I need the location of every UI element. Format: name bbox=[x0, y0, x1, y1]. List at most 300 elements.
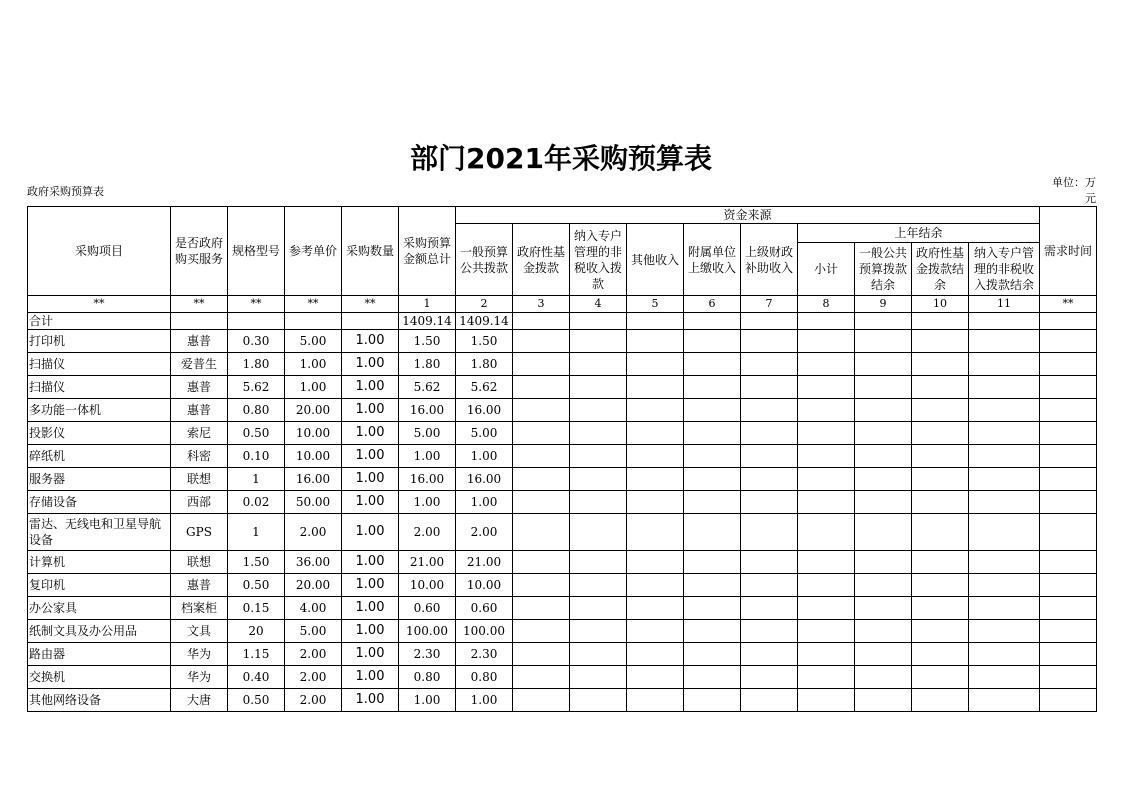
item-spec: 0.80 bbox=[228, 399, 285, 422]
empty-cell bbox=[684, 597, 741, 620]
column-number: 6 bbox=[684, 296, 741, 313]
empty-cell bbox=[627, 468, 684, 491]
item-quantity: 1.00 bbox=[342, 468, 399, 491]
empty-cell bbox=[741, 445, 798, 468]
empty-cell bbox=[627, 313, 684, 330]
item-total: 0.80 bbox=[399, 666, 456, 689]
empty-cell bbox=[798, 689, 855, 712]
item-name: 复印机 bbox=[28, 574, 171, 597]
empty-cell bbox=[969, 620, 1040, 643]
column-number: ** bbox=[171, 296, 228, 313]
empty-cell bbox=[627, 399, 684, 422]
header-superior-subsidy: 上级财政补助收入 bbox=[741, 224, 798, 296]
empty-cell bbox=[1040, 353, 1097, 376]
item-quantity: 1.00 bbox=[342, 597, 399, 620]
empty-cell bbox=[855, 643, 912, 666]
empty-cell bbox=[798, 399, 855, 422]
item-general-public: 0.80 bbox=[456, 666, 513, 689]
empty-cell bbox=[684, 689, 741, 712]
empty-cell bbox=[969, 597, 1040, 620]
empty-cell bbox=[684, 376, 741, 399]
header-total: 采购预算金额总计 bbox=[399, 207, 456, 296]
empty-cell bbox=[513, 620, 570, 643]
header-other-income: 其他收入 bbox=[627, 224, 684, 296]
item-name: 扫描仪 bbox=[28, 353, 171, 376]
table-row bbox=[28, 551, 1097, 574]
empty-cell bbox=[1040, 597, 1097, 620]
empty-cell bbox=[1040, 376, 1097, 399]
table-row bbox=[28, 689, 1097, 712]
item-quantity: 1.00 bbox=[342, 376, 399, 399]
item-name: 多功能一体机 bbox=[28, 399, 171, 422]
empty-cell bbox=[741, 422, 798, 445]
empty-cell bbox=[1040, 468, 1097, 491]
empty-cell bbox=[684, 422, 741, 445]
empty-cell bbox=[912, 689, 969, 712]
item-spec: 5.62 bbox=[228, 376, 285, 399]
column-number: 4 bbox=[570, 296, 627, 313]
empty-cell bbox=[627, 445, 684, 468]
header-general-public: 一般预算公共拨款 bbox=[456, 224, 513, 296]
empty-cell bbox=[741, 643, 798, 666]
header-gov-fund: 政府性基金拨款 bbox=[513, 224, 570, 296]
empty-cell bbox=[969, 399, 1040, 422]
item-service: 惠普 bbox=[171, 574, 228, 597]
item-quantity: 1.00 bbox=[342, 643, 399, 666]
empty-cell bbox=[684, 445, 741, 468]
item-name: 打印机 bbox=[28, 330, 171, 353]
header-row-1 bbox=[28, 207, 1097, 224]
column-number: 2 bbox=[456, 296, 513, 313]
empty-cell bbox=[912, 491, 969, 514]
empty-cell bbox=[513, 597, 570, 620]
empty-cell bbox=[570, 574, 627, 597]
empty-cell bbox=[855, 689, 912, 712]
empty-cell bbox=[912, 376, 969, 399]
item-quantity: 1.00 bbox=[342, 330, 399, 353]
column-number: 9 bbox=[855, 296, 912, 313]
item-price: 1.00 bbox=[285, 353, 342, 376]
empty-cell bbox=[627, 514, 684, 551]
empty-cell bbox=[741, 597, 798, 620]
header-non-tax-balance: 纳入专户管理的非税收入拨款结余 bbox=[969, 243, 1040, 296]
header-quantity: 采购数量 bbox=[342, 207, 399, 296]
table-row bbox=[28, 620, 1097, 643]
empty-cell bbox=[513, 491, 570, 514]
table-row bbox=[28, 468, 1097, 491]
empty-cell bbox=[513, 353, 570, 376]
empty-cell bbox=[969, 468, 1040, 491]
item-price: 5.00 bbox=[285, 330, 342, 353]
empty-cell bbox=[969, 353, 1040, 376]
empty-cell bbox=[513, 574, 570, 597]
item-service: GPS bbox=[171, 514, 228, 551]
table-header bbox=[28, 207, 1097, 313]
empty-cell bbox=[570, 620, 627, 643]
item-quantity: 1.00 bbox=[342, 399, 399, 422]
empty-cell bbox=[684, 353, 741, 376]
empty-cell bbox=[912, 422, 969, 445]
empty-cell bbox=[969, 330, 1040, 353]
total-amount: 1409.14 bbox=[399, 313, 456, 330]
table-row bbox=[28, 514, 1097, 551]
empty-cell bbox=[684, 491, 741, 514]
header-gov-fund-balance: 政府性基金拨款结余 bbox=[912, 243, 969, 296]
empty-cell bbox=[570, 551, 627, 574]
column-number: ** bbox=[285, 296, 342, 313]
item-price: 2.00 bbox=[285, 666, 342, 689]
item-total: 1.00 bbox=[399, 445, 456, 468]
item-price: 20.00 bbox=[285, 399, 342, 422]
empty-cell bbox=[570, 514, 627, 551]
column-number: ** bbox=[28, 296, 171, 313]
empty-cell bbox=[513, 514, 570, 551]
table-row bbox=[28, 666, 1097, 689]
empty-cell bbox=[912, 597, 969, 620]
item-service: 档案柜 bbox=[171, 597, 228, 620]
empty-cell bbox=[912, 620, 969, 643]
item-total: 5.62 bbox=[399, 376, 456, 399]
item-total: 16.00 bbox=[399, 399, 456, 422]
empty-cell bbox=[798, 422, 855, 445]
empty-cell bbox=[741, 666, 798, 689]
column-number-row bbox=[28, 296, 1097, 313]
item-spec: 1.80 bbox=[228, 353, 285, 376]
empty-cell bbox=[627, 597, 684, 620]
empty-cell bbox=[570, 330, 627, 353]
item-price: 20.00 bbox=[285, 574, 342, 597]
item-service: 惠普 bbox=[171, 330, 228, 353]
item-general-public: 5.00 bbox=[456, 422, 513, 445]
item-service: 华为 bbox=[171, 643, 228, 666]
empty-cell bbox=[1040, 689, 1097, 712]
empty-cell bbox=[627, 643, 684, 666]
item-total: 1.00 bbox=[399, 491, 456, 514]
empty-cell bbox=[741, 353, 798, 376]
header-affiliated: 附属单位上缴收入 bbox=[684, 224, 741, 296]
item-service: 惠普 bbox=[171, 399, 228, 422]
item-quantity: 1.00 bbox=[342, 574, 399, 597]
header-ref-price: 参考单价 bbox=[285, 207, 342, 296]
empty-cell bbox=[513, 376, 570, 399]
empty-cell bbox=[798, 445, 855, 468]
empty-cell bbox=[513, 399, 570, 422]
empty-cell bbox=[855, 551, 912, 574]
empty-cell bbox=[684, 620, 741, 643]
table-row bbox=[28, 643, 1097, 666]
empty-cell bbox=[855, 574, 912, 597]
empty-cell bbox=[741, 514, 798, 551]
item-total: 1.00 bbox=[399, 689, 456, 712]
empty-cell bbox=[1040, 643, 1097, 666]
item-spec: 1.50 bbox=[228, 551, 285, 574]
empty-cell bbox=[741, 376, 798, 399]
header-subtotal: 小计 bbox=[798, 243, 855, 296]
empty-cell bbox=[912, 445, 969, 468]
empty-cell bbox=[513, 689, 570, 712]
item-name: 雷达、无线电和卫星导航设备 bbox=[28, 514, 171, 551]
item-price: 50.00 bbox=[285, 491, 342, 514]
item-spec: 0.10 bbox=[228, 445, 285, 468]
item-service: 索尼 bbox=[171, 422, 228, 445]
empty-cell bbox=[969, 514, 1040, 551]
table-row bbox=[28, 376, 1097, 399]
empty-cell bbox=[855, 353, 912, 376]
table-subtitle: 政府采购预算表 bbox=[27, 185, 104, 198]
item-general-public: 1.00 bbox=[456, 689, 513, 712]
column-number: ** bbox=[342, 296, 399, 313]
empty-cell bbox=[798, 468, 855, 491]
header-fund-source: 资金来源 bbox=[456, 207, 1040, 224]
empty-cell bbox=[513, 313, 570, 330]
empty-cell bbox=[855, 330, 912, 353]
empty-cell bbox=[741, 491, 798, 514]
empty-cell bbox=[912, 313, 969, 330]
empty-cell bbox=[627, 689, 684, 712]
empty-cell bbox=[570, 643, 627, 666]
empty-cell bbox=[969, 574, 1040, 597]
empty-cell bbox=[570, 689, 627, 712]
empty-cell bbox=[570, 666, 627, 689]
empty-cell bbox=[969, 445, 1040, 468]
empty-cell bbox=[684, 514, 741, 551]
item-name: 投影仪 bbox=[28, 422, 171, 445]
item-total: 10.00 bbox=[399, 574, 456, 597]
column-number: 3 bbox=[513, 296, 570, 313]
table-row bbox=[28, 422, 1097, 445]
column-number: ** bbox=[1040, 296, 1097, 313]
item-general-public: 5.62 bbox=[456, 376, 513, 399]
header-spec: 规格型号 bbox=[228, 207, 285, 296]
empty-cell bbox=[627, 353, 684, 376]
empty-cell bbox=[969, 689, 1040, 712]
empty-cell bbox=[570, 445, 627, 468]
item-name: 计算机 bbox=[28, 551, 171, 574]
empty-cell bbox=[855, 620, 912, 643]
item-general-public: 10.00 bbox=[456, 574, 513, 597]
item-service: 文具 bbox=[171, 620, 228, 643]
empty-cell bbox=[627, 551, 684, 574]
item-name: 纸制文具及办公用品 bbox=[28, 620, 171, 643]
empty-cell bbox=[1040, 445, 1097, 468]
item-service: 联想 bbox=[171, 551, 228, 574]
column-number: ** bbox=[228, 296, 285, 313]
empty-cell bbox=[969, 313, 1040, 330]
item-quantity: 1.00 bbox=[342, 491, 399, 514]
table-row bbox=[28, 353, 1097, 376]
empty-cell bbox=[627, 330, 684, 353]
empty-cell bbox=[912, 666, 969, 689]
empty-cell bbox=[1040, 422, 1097, 445]
empty-cell bbox=[798, 491, 855, 514]
item-price: 16.00 bbox=[285, 468, 342, 491]
empty-cell bbox=[513, 445, 570, 468]
column-number: 1 bbox=[399, 296, 456, 313]
empty-cell bbox=[171, 313, 228, 330]
empty-cell bbox=[627, 620, 684, 643]
empty-cell bbox=[912, 643, 969, 666]
item-general-public: 1.00 bbox=[456, 445, 513, 468]
empty-cell bbox=[684, 399, 741, 422]
unit-label: 单位：万元 bbox=[1052, 176, 1096, 205]
item-price: 2.00 bbox=[285, 643, 342, 666]
empty-cell bbox=[627, 666, 684, 689]
item-general-public: 1.50 bbox=[456, 330, 513, 353]
item-service: 联想 bbox=[171, 468, 228, 491]
item-spec: 0.02 bbox=[228, 491, 285, 514]
empty-cell bbox=[912, 468, 969, 491]
header-non-tax: 纳入专户管理的非税收入拨款 bbox=[570, 224, 627, 296]
item-total: 1.50 bbox=[399, 330, 456, 353]
empty-cell bbox=[684, 551, 741, 574]
header-item: 采购项目 bbox=[28, 207, 171, 296]
empty-cell bbox=[969, 376, 1040, 399]
empty-cell bbox=[741, 399, 798, 422]
column-number: 8 bbox=[798, 296, 855, 313]
empty-cell bbox=[513, 551, 570, 574]
column-number: 5 bbox=[627, 296, 684, 313]
empty-cell bbox=[570, 353, 627, 376]
item-spec: 0.15 bbox=[228, 597, 285, 620]
empty-cell bbox=[342, 313, 399, 330]
empty-cell bbox=[741, 330, 798, 353]
empty-cell bbox=[798, 313, 855, 330]
empty-cell bbox=[912, 353, 969, 376]
item-total: 2.00 bbox=[399, 514, 456, 551]
empty-cell bbox=[228, 313, 285, 330]
empty-cell bbox=[969, 551, 1040, 574]
empty-cell bbox=[855, 514, 912, 551]
item-service: 爱普生 bbox=[171, 353, 228, 376]
item-service: 华为 bbox=[171, 666, 228, 689]
empty-cell bbox=[684, 666, 741, 689]
item-total: 16.00 bbox=[399, 468, 456, 491]
page-title: 部门2021年采购预算表 bbox=[410, 142, 712, 175]
empty-cell bbox=[969, 491, 1040, 514]
item-spec: 1.15 bbox=[228, 643, 285, 666]
empty-cell bbox=[513, 666, 570, 689]
empty-cell bbox=[684, 468, 741, 491]
table-body bbox=[28, 313, 1097, 712]
item-general-public: 2.30 bbox=[456, 643, 513, 666]
empty-cell bbox=[570, 597, 627, 620]
empty-cell bbox=[1040, 330, 1097, 353]
item-general-public: 100.00 bbox=[456, 620, 513, 643]
empty-cell bbox=[855, 376, 912, 399]
empty-cell bbox=[1040, 666, 1097, 689]
item-name: 办公家具 bbox=[28, 597, 171, 620]
empty-cell bbox=[855, 313, 912, 330]
empty-cell bbox=[1040, 574, 1097, 597]
item-general-public: 2.00 bbox=[456, 514, 513, 551]
empty-cell bbox=[684, 643, 741, 666]
empty-cell bbox=[855, 491, 912, 514]
empty-cell bbox=[627, 422, 684, 445]
item-quantity: 1.00 bbox=[342, 422, 399, 445]
column-number: 7 bbox=[741, 296, 798, 313]
empty-cell bbox=[969, 643, 1040, 666]
total-row bbox=[28, 313, 1097, 330]
table-row bbox=[28, 597, 1097, 620]
item-service: 惠普 bbox=[171, 376, 228, 399]
empty-cell bbox=[684, 574, 741, 597]
empty-cell bbox=[513, 468, 570, 491]
item-price: 36.00 bbox=[285, 551, 342, 574]
empty-cell bbox=[570, 376, 627, 399]
empty-cell bbox=[627, 376, 684, 399]
empty-cell bbox=[798, 376, 855, 399]
item-general-public: 1.00 bbox=[456, 491, 513, 514]
empty-cell bbox=[855, 422, 912, 445]
table-row bbox=[28, 491, 1097, 514]
item-spec: 0.50 bbox=[228, 422, 285, 445]
empty-cell bbox=[741, 468, 798, 491]
empty-cell bbox=[741, 313, 798, 330]
header-demand-time: 需求时间 bbox=[1040, 207, 1097, 296]
empty-cell bbox=[684, 313, 741, 330]
table-row bbox=[28, 399, 1097, 422]
item-name: 交换机 bbox=[28, 666, 171, 689]
empty-cell bbox=[798, 330, 855, 353]
item-price: 4.00 bbox=[285, 597, 342, 620]
empty-cell bbox=[570, 313, 627, 330]
item-general-public: 0.60 bbox=[456, 597, 513, 620]
empty-cell bbox=[855, 666, 912, 689]
empty-cell bbox=[855, 468, 912, 491]
empty-cell bbox=[912, 574, 969, 597]
item-quantity: 1.00 bbox=[342, 353, 399, 376]
total-label: 合计 bbox=[28, 313, 171, 330]
table-row bbox=[28, 445, 1097, 468]
empty-cell bbox=[1040, 514, 1097, 551]
empty-cell bbox=[684, 330, 741, 353]
item-service: 科密 bbox=[171, 445, 228, 468]
empty-cell bbox=[912, 399, 969, 422]
item-spec: 0.50 bbox=[228, 689, 285, 712]
column-number: 11 bbox=[969, 296, 1040, 313]
item-service: 大唐 bbox=[171, 689, 228, 712]
item-spec: 1 bbox=[228, 468, 285, 491]
empty-cell bbox=[1040, 620, 1097, 643]
empty-cell bbox=[969, 666, 1040, 689]
empty-cell bbox=[741, 689, 798, 712]
empty-cell bbox=[798, 574, 855, 597]
empty-cell bbox=[570, 422, 627, 445]
item-total: 100.00 bbox=[399, 620, 456, 643]
item-name: 存储设备 bbox=[28, 491, 171, 514]
item-general-public: 16.00 bbox=[456, 399, 513, 422]
item-name: 扫描仪 bbox=[28, 376, 171, 399]
item-price: 2.00 bbox=[285, 689, 342, 712]
empty-cell bbox=[570, 399, 627, 422]
empty-cell bbox=[1040, 313, 1097, 330]
item-total: 1.80 bbox=[399, 353, 456, 376]
procurement-budget-table bbox=[27, 206, 1097, 712]
header-gov-service: 是否政府购买服务 bbox=[171, 207, 228, 296]
empty-cell bbox=[513, 330, 570, 353]
item-price: 1.00 bbox=[285, 376, 342, 399]
item-general-public: 1.80 bbox=[456, 353, 513, 376]
item-quantity: 1.00 bbox=[342, 666, 399, 689]
empty-cell bbox=[798, 597, 855, 620]
empty-cell bbox=[1040, 399, 1097, 422]
empty-cell bbox=[798, 643, 855, 666]
empty-cell bbox=[798, 514, 855, 551]
header-prev-balance: 上年结余 bbox=[798, 224, 1040, 243]
item-quantity: 1.00 bbox=[342, 689, 399, 712]
item-price: 5.00 bbox=[285, 620, 342, 643]
item-name: 其他网络设备 bbox=[28, 689, 171, 712]
